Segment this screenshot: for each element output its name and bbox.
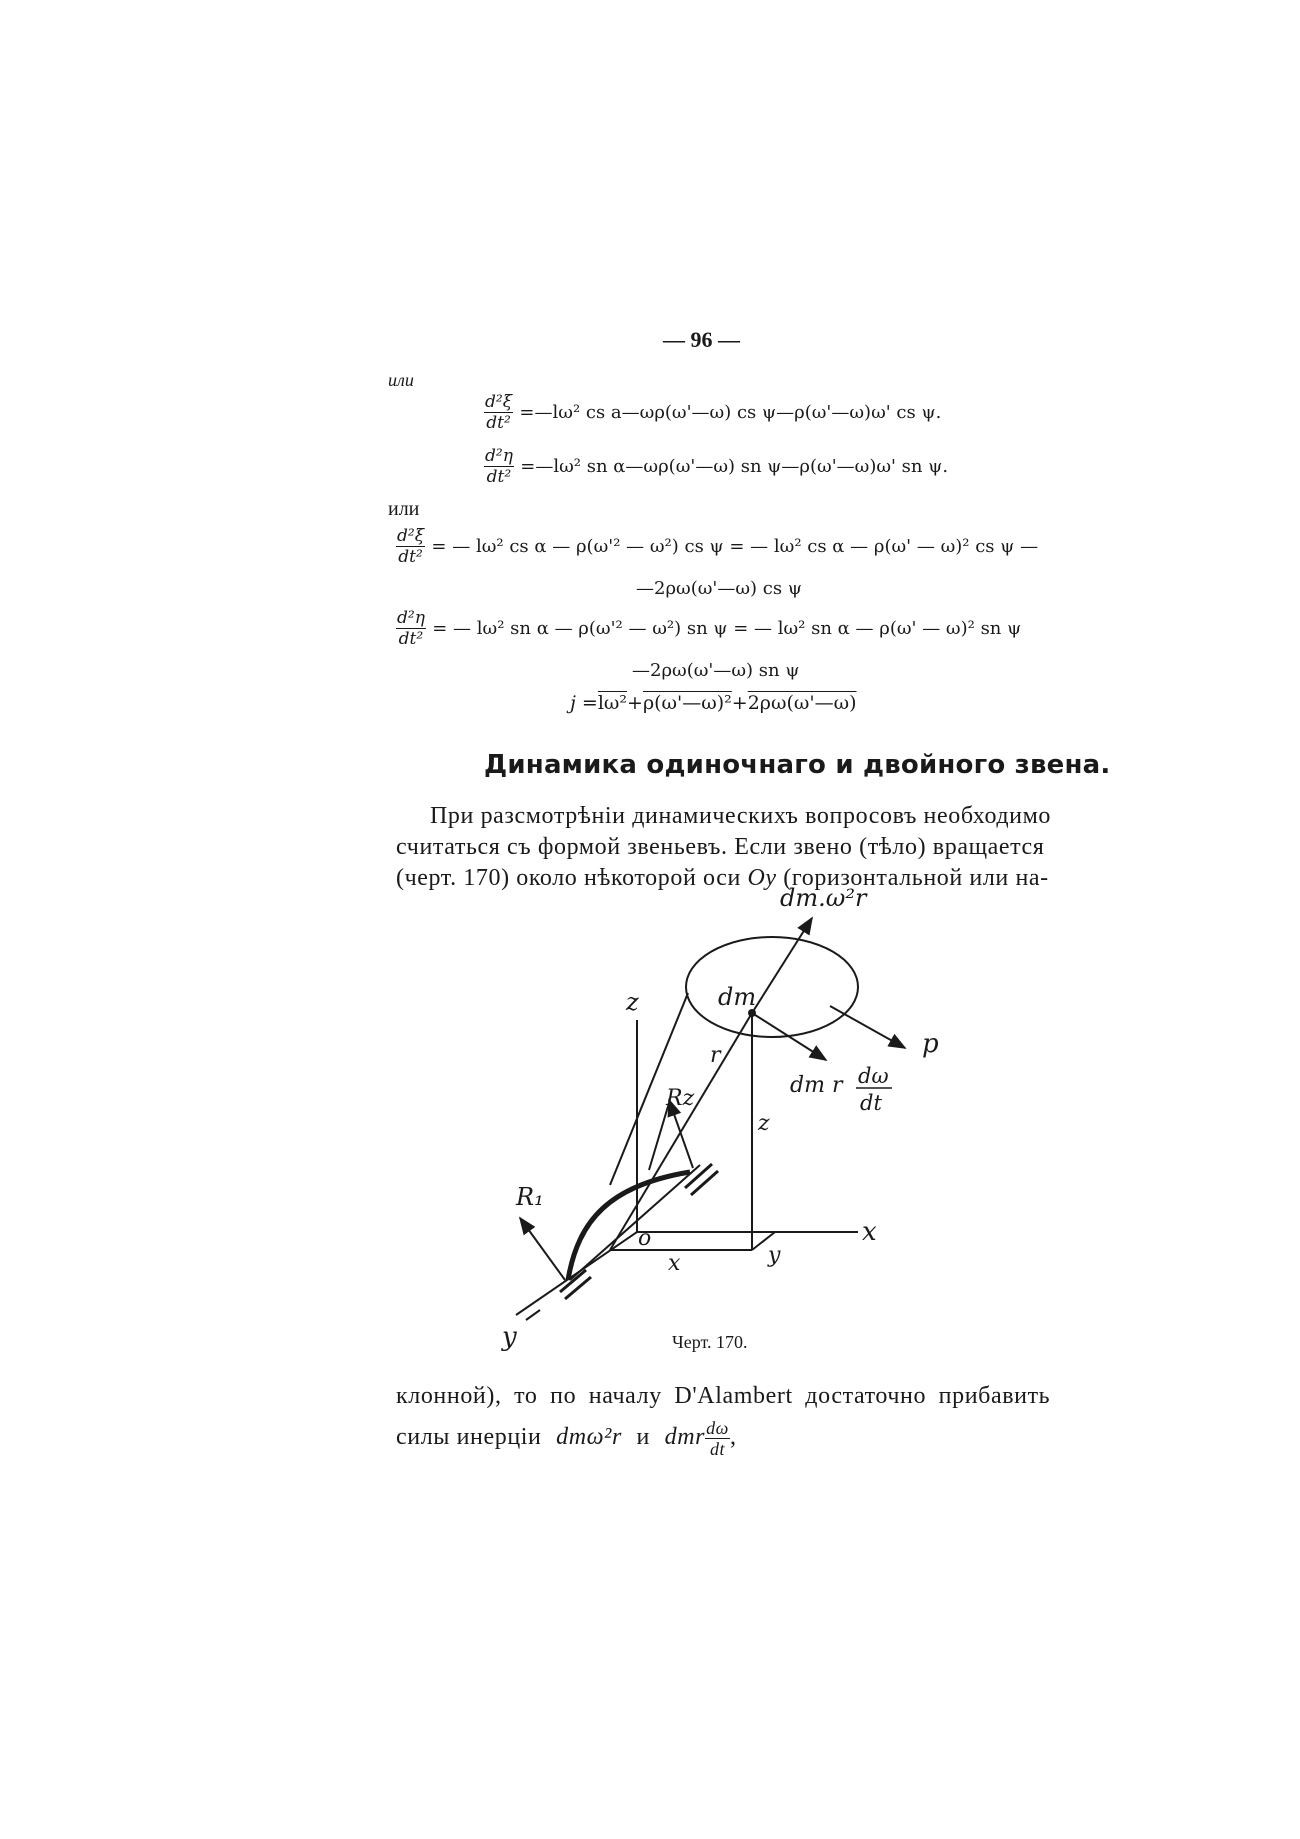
x-length-label: x [668,1251,681,1276]
eq5-term-3: 2ρω(ω'—ω) [747,692,857,714]
eq2-rhs: =—lω² sn α—ωρ(ω'—ω) sn ψ—ρ(ω'—ω)ω' sn ψ. [520,456,949,477]
after-line-2 [396,1418,737,1459]
paragraph-line-2: считаться съ формой звеньевъ. Если звено (тѣло) вращается [396,834,1045,860]
paragraph-text: (черт. 170) около нѣкоторой оси [396,865,741,891]
eq2-fraction: $\frac{\text{d²η}}{\text{dt²}}$ [485,446,513,487]
r1-arrow [520,1218,565,1280]
eq1-rhs: =—lω² cs a—ωρ(ω'—ω) cs ψ—ρ(ω'—ω)ω' cs ψ. [519,402,942,423]
centrifugal-force-label: dm.ω²r [780,884,867,912]
x-axis-label: x [862,1217,877,1247]
inertia-term-1: dmω²r [556,1424,622,1451]
z-height-label: z [758,1111,770,1136]
rz-label: Rz [666,1086,695,1111]
eq5-plus: + [627,692,643,714]
r1-label: R₁ [516,1183,544,1211]
after-text: , [730,1424,737,1451]
p-arrow [830,1006,905,1048]
eq1-fraction: $\frac{\text{d²ξ}}{\text{dt²}}$ [485,392,513,433]
y-axis-tick [526,1310,540,1320]
dm-label: dm [718,983,757,1011]
section-heading: Динамика одиночнаго и двойного звена. [484,750,1111,780]
y-axis-label: y [502,1322,517,1352]
r-label: r [710,1043,721,1068]
inertia-term-2: dmr [664,1424,706,1451]
paragraph-text: (горизонтальной или на- [783,865,1049,891]
after-text: силы инерціи [396,1424,542,1451]
eq5-term-1: lω² [597,692,628,714]
p-label: p [922,1029,939,1059]
axis-label: Oy [747,865,777,891]
tangential-frac-den: dt [860,1091,882,1115]
paragraph-line-1: При разсмотрѣніи динамическихъ вопросовъ необходимо [430,803,1051,829]
eq4-rhs: = — lω² sn α — ρ(ω'² — ω²) sn ψ = — lω² sn α — ρ(ω' — ω)² sn ψ [432,618,1022,639]
origin-label: o [638,1226,652,1251]
tangential-force-label: dm r [790,1073,843,1098]
figure-caption: Черт. 170. [672,1332,748,1352]
rotating-body-ellipse [686,937,858,1037]
z-axis-label: z [626,988,639,1016]
bearing-tick [691,1171,718,1195]
eq4-fraction: $\frac{\text{d²η}}{\text{dt²}}$ [397,608,425,649]
eq5-plus: + [731,692,748,714]
after-text: и [636,1424,650,1451]
equation-3-continued: —2ρω(ω'—ω) cs ψ [636,578,802,599]
centrifugal-arrow [752,918,812,1013]
eq5-lhs: j = [570,692,598,714]
bearing-tick [565,1277,591,1299]
connector-word: или [388,498,420,520]
eq3-fraction: $\frac{\text{d²ξ}}{\text{dt²}}$ [397,526,425,567]
inertia-fraction: $\frac{d\omega}{dt}$ [706,1418,729,1459]
tangential-frac-num: dω [858,1064,889,1088]
equation-4-continued: —2ρω(ω'—ω) sn ψ [632,660,800,681]
eq5-term-2: ρ(ω'—ω)² [642,692,732,714]
connector-word: или [388,370,414,390]
rz-support [649,1103,669,1170]
after-line-1: клонной), то по началу D'Alambert достаточно прибавить [396,1383,1051,1409]
y-length-label: y [768,1243,781,1268]
eq3-rhs: = — lω² cs α — ρ(ω'² — ω²) cs ψ = — lω² cs α — ρ(ω' — ω)² cs ψ — [431,536,1039,557]
page-number: — 96 — [663,327,740,352]
